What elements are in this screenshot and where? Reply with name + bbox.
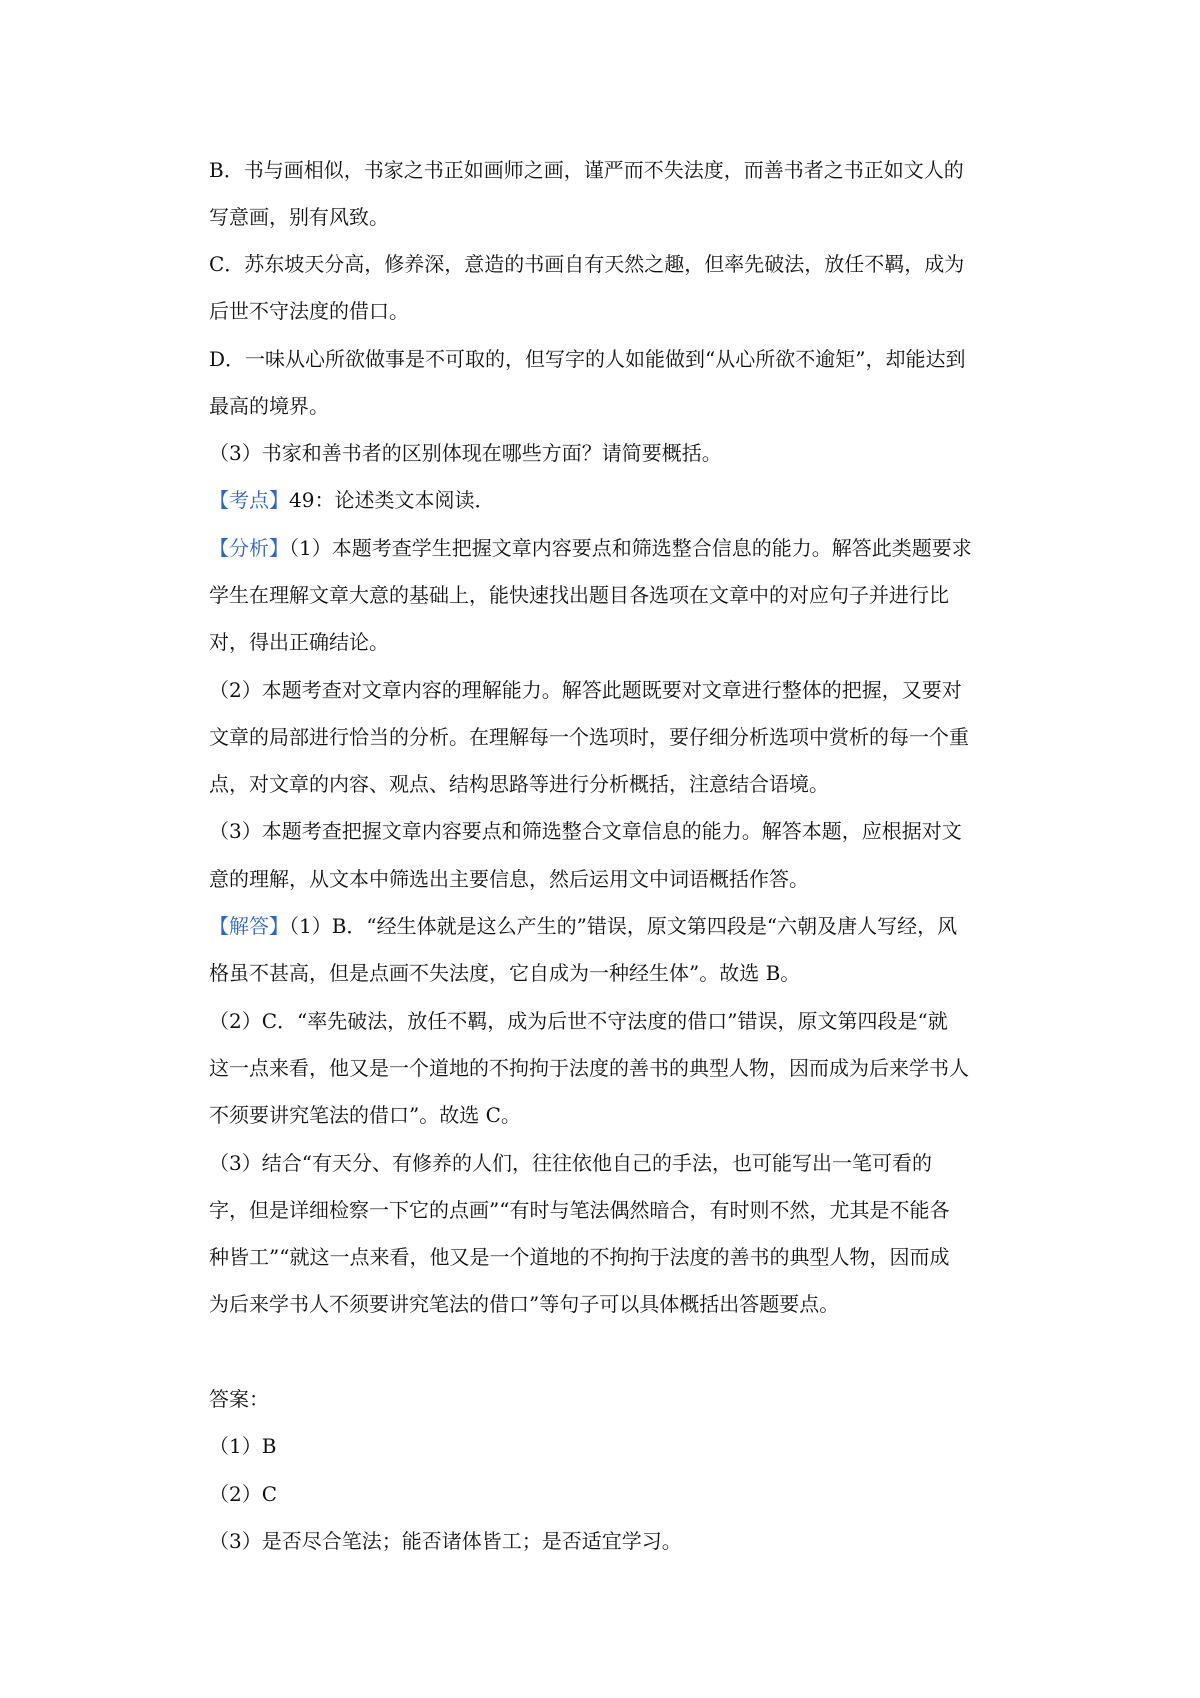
jieda-p3-line-2: 字，但是详细检察一下它的点画”“有时与笔法偶然暗合，有时则不然，尤其是不能各	[209, 1198, 950, 1222]
option-c-line-2: 后世不守法度的借口。	[209, 299, 409, 323]
option-b-line-1: B．书与画相似，书家之书正如画师之画，谨严而不失法度，而善书者之书正如文人的	[209, 158, 964, 182]
kaodian-text: 49：论述类文本阅读．	[289, 488, 495, 512]
jieda-line-1	[209, 913, 957, 939]
answer-title: 答案：	[209, 1387, 269, 1411]
answer-2: （2）C	[209, 1482, 278, 1506]
answer-1: （1）B	[209, 1434, 277, 1458]
option-d-line-1: D．一味从心所欲做事是不可取的，但写字的人如能做到“从心所欲不逾矩”，却能达到	[209, 347, 966, 371]
fenxi-line-1	[209, 535, 972, 561]
kaodian-tag: 【考点】	[209, 488, 289, 512]
option-b-line-2: 写意画，别有风致。	[209, 205, 389, 229]
fenxi-p1-line-3: 对，得出正确结论。	[209, 630, 389, 654]
fenxi-p2-line-2: 文章的局部进行恰当的分析。在理解每一个选项时，要仔细分析选项中赏析的每一个重	[209, 725, 969, 749]
option-d-line-2: 最高的境界。	[209, 394, 329, 418]
fenxi-p1-text-1: （1）本题考查学生把握文章内容要点和筛选整合信息的能力。解答此类题要求	[289, 536, 972, 560]
fenxi-p3-line-1: （3）本题考查把握文章内容要点和筛选整合文章信息的能力。解答本题，应根据对文	[209, 819, 962, 843]
question-3: （3）书家和善书者的区别体现在哪些方面？请简要概括。	[209, 441, 722, 465]
fenxi-p2-line-1: （2）本题考查对文章内容的理解能力。解答此题既要对文章进行整体的把握，又要对	[209, 678, 962, 702]
fenxi-p2-line-3: 点，对文章的内容、观点、结构思路等进行分析概括，注意结合语境。	[209, 772, 829, 796]
jieda-p2-line-2: 这一点来看，他又是一个道地的不拘拘于法度的善书的典型人物，因而成为后来学书人	[209, 1056, 969, 1080]
jieda-tag: 【解答】	[209, 914, 289, 938]
kaodian-line	[209, 487, 494, 513]
jieda-p1-line-2: 格虽不甚高，但是点画不失法度，它自成为一种经生体”。故选 B。	[209, 961, 801, 985]
jieda-p2-line-1: （2）C．“率先破法，放任不羁，成为后世不守法度的借口”错误，原文第四段是“就	[209, 1009, 948, 1033]
answer-3: （3）是否尽合笔法；能否诸体皆工；是否适宜学习。	[209, 1529, 682, 1553]
option-c-line-1: C．苏东坡天分高，修养深，意造的书画自有天然之趣，但率先破法，放任不羁，成为	[209, 252, 965, 276]
fenxi-p3-line-2: 意的理解，从文本中筛选出主要信息，然后运用文中词语概括作答。	[209, 867, 809, 891]
jieda-p3-line-1: （3）结合“有天分、有修养的人们，往往依他自己的手法，也可能写出一笔可看的	[209, 1151, 932, 1175]
fenxi-p1-line-2: 学生在理解文章大意的基础上，能快速找出题目各选项在文章中的对应句子并进行比	[209, 583, 949, 607]
jieda-p1-text-1: （1）B．“经生体就是这么产生的”错误，原文第四段是“六朝及唐人写经，风	[289, 914, 958, 938]
fenxi-tag: 【分析】	[209, 536, 289, 560]
jieda-p2-line-3: 不须要讲究笔法的借口”。故选 C。	[209, 1103, 521, 1127]
jieda-p3-line-3: 种皆工”“就这一点来看，他又是一个道地的不拘拘于法度的善书的典型人物，因而成	[209, 1245, 950, 1269]
jieda-p3-line-4: 为后来学书人不须要讲究笔法的借口”等句子可以具体概括出答题要点。	[209, 1292, 840, 1316]
